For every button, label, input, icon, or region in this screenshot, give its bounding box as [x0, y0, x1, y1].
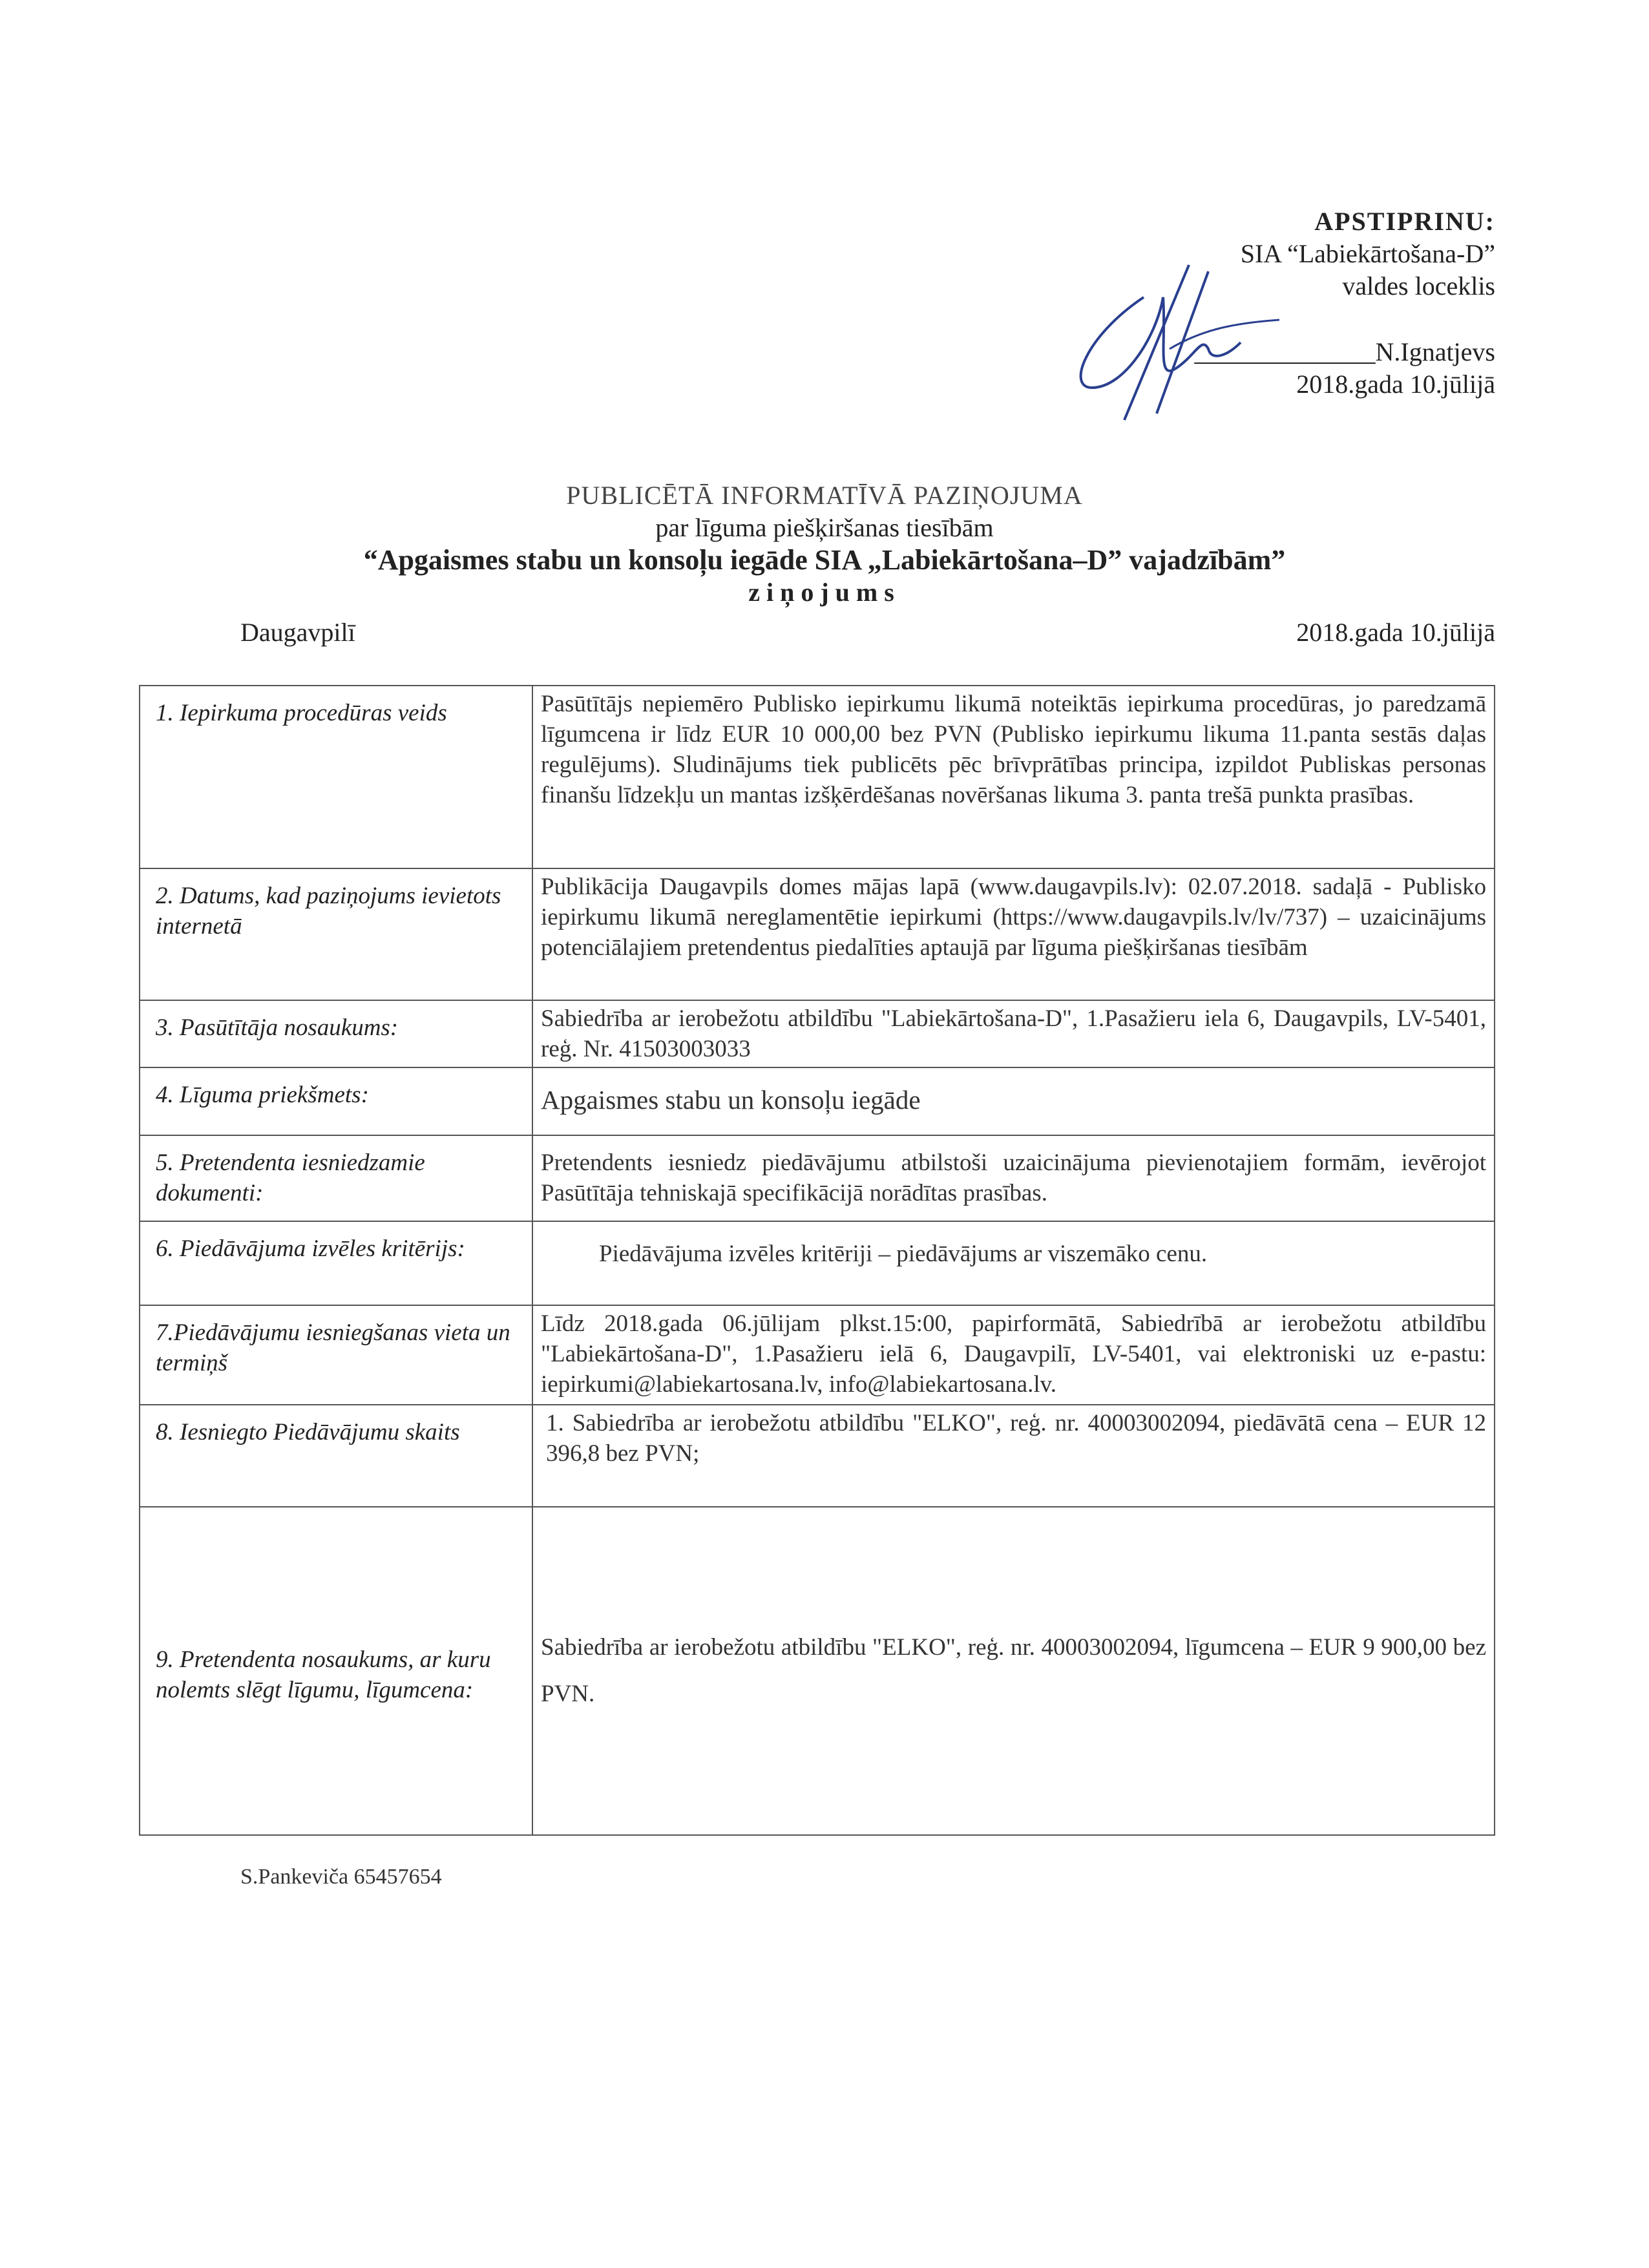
heading-line-1: PUBLICĒTĀ INFORMATĪVĀ PAZIŅOJUMA — [566, 481, 1083, 510]
handwritten-signature — [1047, 258, 1279, 426]
document-heading — [0, 479, 1649, 609]
table-row — [140, 1135, 1495, 1221]
table-row — [140, 868, 1495, 1000]
approval-title: APSTIPRINU: — [1314, 207, 1495, 236]
approval-position: valdes loceklis — [1342, 271, 1495, 300]
table-row — [140, 686, 1495, 868]
approval-signer: ______________N.Ignatjevs — [1194, 337, 1495, 366]
row-value: Sabiedrība ar ierobežotu atbildību "Labiekārtošana-D", 1.Pasažieru iela 6, Daugavpils, LV-5401, reģ. Nr. 41503003033 — [532, 1000, 1495, 1067]
approval-date: 2018.gada 10.jūlijā — [1296, 370, 1495, 399]
row-label: 6. Piedāvājuma izvēles kritērijs: — [140, 1221, 532, 1305]
table-row — [140, 1507, 1495, 1835]
row-label: 3. Pasūtītāja nosaukums: — [140, 1000, 532, 1067]
table-row — [140, 1405, 1495, 1507]
document-place: Daugavpilī — [240, 618, 355, 647]
row-label: 1. Iepirkuma procedūras veids — [140, 686, 532, 868]
heading-line-3: “Apgaismes stabu un konsoļu iegāde SIA „Labiekārtošana–D” vajadzībām” — [363, 544, 1286, 576]
approval-signer-name: N.Ignatjevs — [1375, 337, 1495, 366]
table-row — [140, 1305, 1495, 1405]
table-row — [140, 1221, 1495, 1305]
row-value: Piedāvājuma izvēles kritēriji – piedāvājums ar viszemāko cenu. — [532, 1221, 1495, 1305]
heading-line-2: par līguma piešķiršanas tiesībām — [655, 513, 994, 542]
heading-line-4: ziņojums — [748, 578, 901, 607]
approval-company: SIA “Labiekārtošana-D” — [1240, 239, 1495, 268]
table-row — [140, 1000, 1495, 1067]
row-label: 2. Datums, kad paziņojums ievietots internetā — [140, 868, 532, 1000]
row-label: 8. Iesniegto Piedāvājumu skaits — [140, 1405, 532, 1507]
document-date: 2018.gada 10.jūlijā — [1296, 618, 1495, 647]
row-value: Sabiedrība ar ierobežotu atbildību "ELKO", reģ. nr. 40003002094, līgumcena – EUR 9 900,00 bez PVN. — [532, 1507, 1495, 1835]
row-value: Līdz 2018.gada 06.jūlijam plkst.15:00, papirformātā, Sabiedrībā ar ierobežotu atbildību "Labiekārtošana-D", 1.Pasažieru ielā 6, Daugavpilī, LV-5401, vai elektroniski uz e-pastu: iepirkumi@labiekartosana.lv, info@labiekartosana.lv. — [532, 1305, 1495, 1405]
row-value: Apgaismes stabu un konsoļu iegāde — [532, 1067, 1495, 1135]
info-table — [139, 685, 1495, 1836]
row-value: Pretendents iesniedz piedāvājumu atbilstoši uzaicinājuma pievienotajiem formām, ievērojot Pasūtītāja tehniskajā specifikācijā norādītas prasības. — [532, 1135, 1495, 1221]
row-value: Pasūtītājs nepiemēro Publisko iepirkumu likumā noteiktās iepirkuma procedūras, jo paredzamā līgumcena ir līdz EUR 10 000,00 bez PVN (Publisko iepirkumu likuma 11.panta sestās daļas regulējums). Sludinājums tiek publicēts pēc brīvprātības principa, izpildot Publiskas personas finanšu līdzekļu un mantas izšķērdēšanas novēršanas likuma 3. panta trešā punkta prasības. — [532, 686, 1495, 868]
row-label: 9. Pretendenta nosaukums, ar kuru nolemts slēgt līgumu, līgumcena: — [140, 1507, 532, 1835]
row-label: 4. Līguma priekšmets: — [140, 1067, 532, 1135]
row-value: Publikācija Daugavpils domes mājas lapā (www.daugavpils.lv): 02.07.2018. sadaļā - Publisko iepirkumu likumā nereglamentētie iepirkumi (https://www.daugavpils.lv/lv/737) – uzaicinājums potenciālajiem pretendentus piedalīties aptaujā par līguma piešķiršanas tiesībām — [532, 868, 1495, 1000]
table-row — [140, 1067, 1495, 1135]
row-value: 1. Sabiedrība ar ierobežotu atbildību "ELKO", reģ. nr. 40003002094, piedāvātā cena – EUR 12 396,8 bez PVN; — [532, 1405, 1495, 1507]
row-label: 7.Piedāvājumu iesniegšanas vieta un termiņš — [140, 1305, 532, 1405]
footer-contact: S.Pankeviča 65457654 — [240, 1865, 442, 1889]
row-label: 5. Pretendenta iesniedzamie dokumenti: — [140, 1135, 532, 1221]
